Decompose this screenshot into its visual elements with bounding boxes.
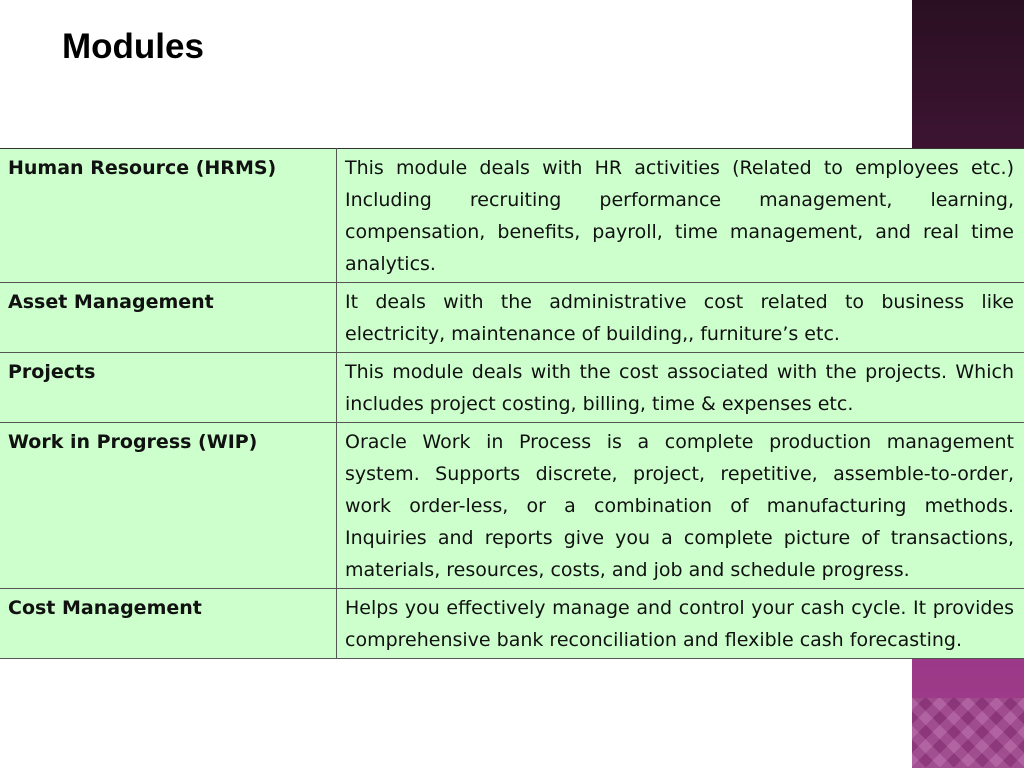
module-description-cell: This module deals with HR activities (Related to employees etc.) Including recruiting performance management, learning, compensation, benefits, payroll, time management, and real time analytics. — [337, 149, 1024, 283]
module-description-cell: It deals with the administrative cost related to business like electricity, maintenance of building,, furniture’s etc. — [337, 283, 1024, 353]
module-name-cell: Work in Progress (WIP) — [0, 423, 337, 589]
module-name-cell: Asset Management — [0, 283, 337, 353]
module-name-cell: Human Resource (HRMS) — [0, 149, 337, 283]
modules-table-container — [0, 148, 1024, 659]
modules-table — [0, 148, 1024, 659]
table-row — [0, 423, 1024, 589]
page-title: Modules — [62, 27, 204, 66]
table-row — [0, 283, 1024, 353]
module-description-cell: This module deals with the cost associated with the projects. Which includes project costing, billing, time & expenses etc. — [337, 353, 1024, 423]
module-name-cell: Projects — [0, 353, 337, 423]
module-description-cell: Helps you effectively manage and control your cash cycle. It provides comprehensive bank reconciliation and flexible cash forecasting. — [337, 589, 1024, 659]
table-row — [0, 149, 1024, 283]
module-name-cell: Cost Management — [0, 589, 337, 659]
decorative-pattern — [912, 698, 1024, 768]
module-description-cell: Oracle Work in Process is a complete production management system. Supports discrete, project, repetitive, assemble-to-order, work order-less, or a combination of manufacturing methods. Inquiries and reports give you a complete picture of transactions, materials, resources, costs, and job and schedule progress. — [337, 423, 1024, 589]
table-row — [0, 353, 1024, 423]
table-row — [0, 589, 1024, 659]
